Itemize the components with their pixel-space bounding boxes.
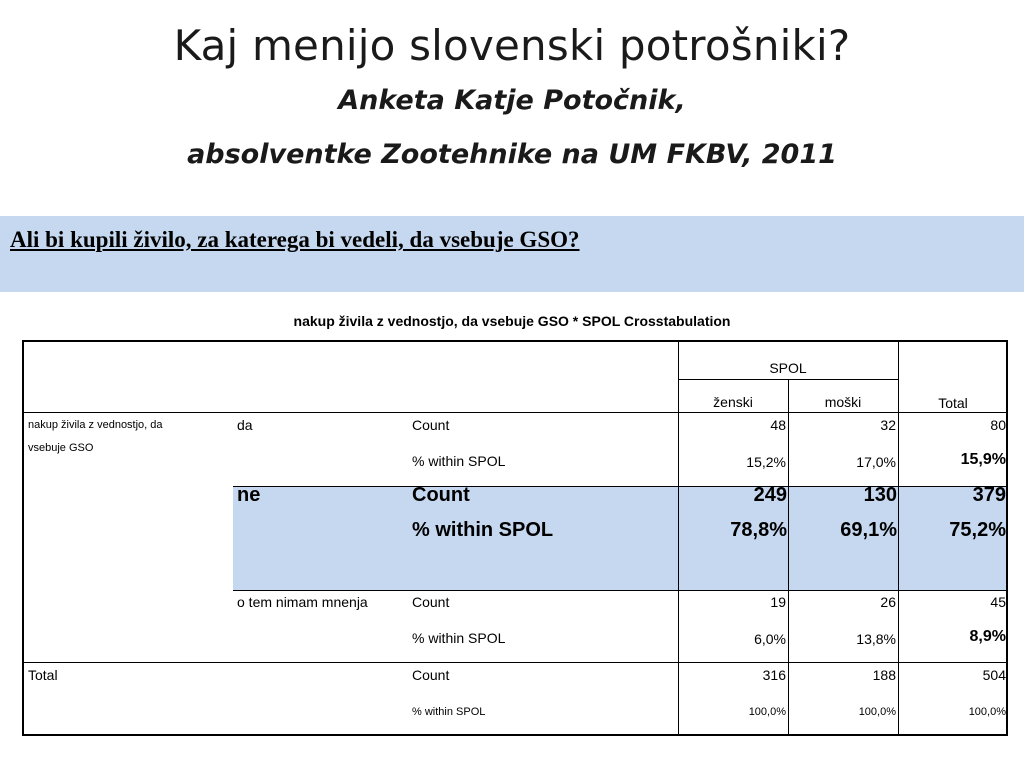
header-divider	[678, 379, 898, 380]
header-spol: SPOL	[769, 360, 807, 376]
value-cell: 6,0%	[754, 631, 786, 647]
row-variable-label: vsebuje GSO	[28, 442, 94, 454]
slide-subtitle-line2: absolventke Zootehnike na UM FKBV, 2011	[187, 139, 837, 170]
value-cell: 100,0%	[968, 706, 1006, 718]
total-label: Total	[28, 667, 58, 683]
stat-label-pct: % within SPOL	[412, 630, 506, 646]
value-cell: 15,2%	[746, 454, 786, 470]
value-cell: 75,2%	[949, 519, 1006, 541]
header-total: Total	[938, 395, 968, 411]
value-cell: 100,0%	[858, 706, 896, 718]
value-cell: 78,8%	[730, 519, 787, 541]
value-cell: 80	[990, 417, 1006, 433]
value-cell: 26	[880, 594, 896, 610]
stat-label-count: Count	[412, 594, 450, 610]
category-ne: ne	[237, 484, 261, 506]
stat-label-pct: % within SPOL	[412, 453, 506, 469]
value-cell: 8,9%	[969, 628, 1006, 645]
question-text: Ali bi kupili živilo, za katerega bi vedeli, da vsebuje GSO?	[10, 227, 580, 252]
value-cell: 379	[972, 484, 1006, 506]
value-cell: 100,0%	[748, 706, 786, 718]
header-moski: moški	[824, 394, 862, 410]
row-divider	[233, 590, 1007, 591]
stat-label-count: Count	[412, 484, 470, 506]
stat-label-count: Count	[412, 417, 450, 433]
value-cell: 13,8%	[856, 631, 896, 647]
stat-label-pct: % within SPOL	[412, 519, 554, 541]
stat-label-pct: % within SPOL	[412, 706, 486, 718]
value-cell: 504	[982, 667, 1006, 683]
table-caption: nakup živila z vednostjo, da vsebuje GSO * SPOL Crosstabulation	[293, 313, 731, 329]
slide-subtitle-line1: Anketa Katje Potočnik,	[338, 85, 686, 116]
value-cell: 130	[863, 484, 897, 506]
stat-label-count: Count	[412, 667, 450, 683]
value-cell: 15,9%	[960, 451, 1006, 468]
value-cell: 32	[880, 417, 896, 433]
category-da: da	[237, 417, 253, 433]
row-divider	[23, 662, 1007, 663]
value-cell: 249	[753, 484, 787, 506]
value-cell: 19	[770, 594, 786, 610]
value-cell: 17,0%	[856, 454, 896, 470]
header-zenski: ženski	[713, 394, 753, 410]
value-cell: 188	[872, 667, 896, 683]
value-cell: 48	[770, 417, 786, 433]
slide-title: Kaj menijo slovenski potrošniki?	[173, 21, 851, 70]
value-cell: 45	[990, 594, 1006, 610]
value-cell: 316	[762, 667, 786, 683]
row-variable-label: nakup živila z vednostjo, da	[28, 419, 163, 431]
value-cell: 69,1%	[840, 519, 897, 541]
header-bottom-line	[23, 412, 1007, 413]
category-no-opinion: o tem nimam mnenja	[237, 594, 368, 610]
